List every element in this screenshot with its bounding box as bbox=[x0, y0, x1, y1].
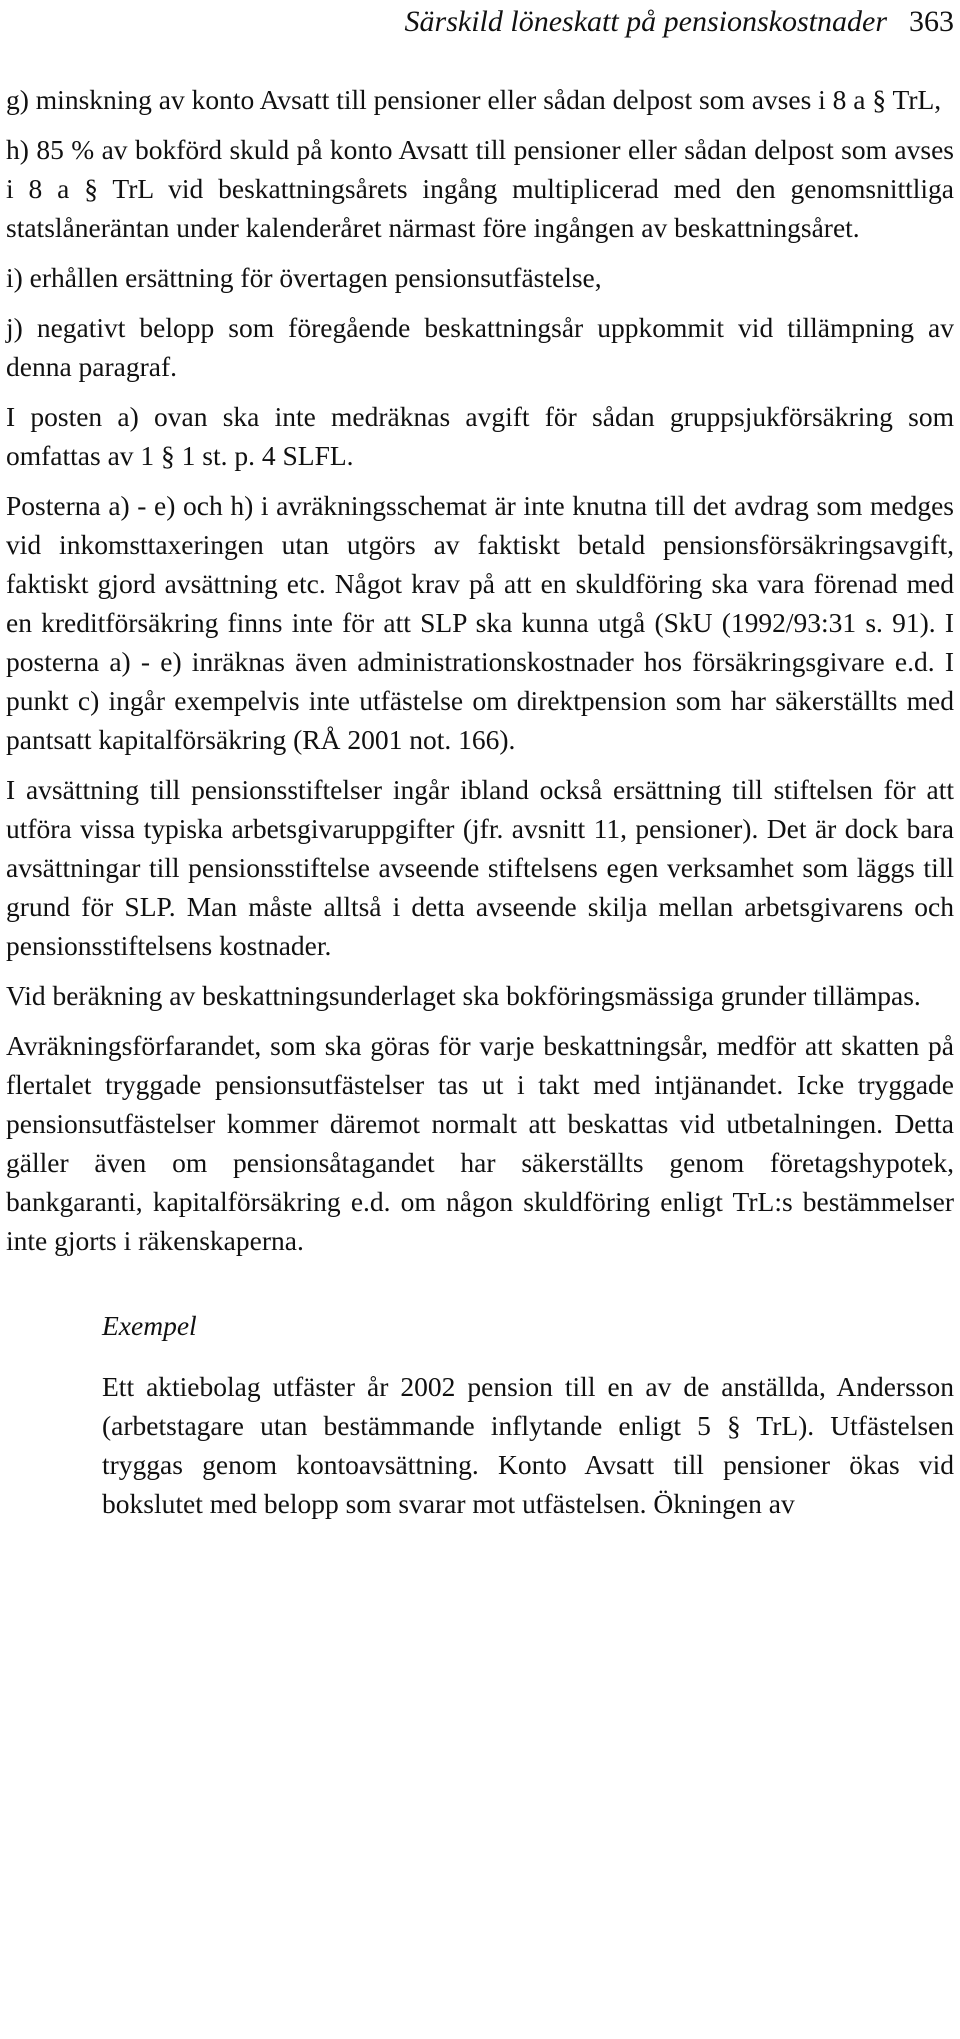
running-header bbox=[405, 2, 954, 42]
list-item-h: h) 85 % av bokförd skuld på konto Avsatt till pensioner eller sådan delpost som avses i 8 a § TrL vid beskattningsårets ingång multiplicerad med den genomsnittliga statslåneräntan under kalenderåret närmast före ingången av beskattningsåret. bbox=[6, 134, 954, 243]
running-title: Särskild löneskatt på pensionskostnader bbox=[404, 5, 887, 38]
list-item-i: i) erhållen ersättning för övertagen pensionsutfästelse, bbox=[6, 262, 602, 293]
list-item-j: j) negativt belopp som föregående beskattningsår uppkommit vid tillämpning av denna paragraf. bbox=[6, 312, 954, 382]
list-item-g: g) minskning av konto Avsatt till pensioner eller sådan delpost som avses i 8 a § TrL, bbox=[6, 84, 942, 115]
paragraph-settlement-procedure: Avräkningsförfarandet, som ska göras för varje beskattningsår, medför att skatten på flertalet tryggade pensionsutfästelser tas ut i takt med intjänandet. Icke tryggade pensionsutfästelser kommer däremot normalt att beskattas vid utbetalningen. Detta gäller även om pensionsåtagandet har säkerställts genom företagshypotek, bankgaranti, kapitalförsäkring e.d. om någon skuldföring enligt TrL:s bestämmelser inte gjorts i räkenskaperna. bbox=[6, 1030, 954, 1256]
paragraph-pension-foundations: I avsättning till pensionsstiftelser ingår ibland också ersättning till stiftelsen för att utföra vissa typiska arbetsgivaruppgifter (jfr. avsnitt 11, pensioner). Det är dock bara avsättningar till pensionsstiftelse avseende stiftelsens egen verksamhet som läggs till grund för SLP. Man måste alltså i detta avseende skilja mellan arbetsgivarens och pensionsstiftelsens kostnader. bbox=[6, 774, 954, 961]
paragraph-group-insurance: I posten a) ovan ska inte medräknas avgift för sådan gruppsjukförsäkring som omfattas av 1 § 1 st. p. 4 SLFL. bbox=[6, 401, 954, 471]
paragraph-accounting-basis: Vid beräkning av beskattningsunderlaget ska bokföringsmässiga grunder tillämpas. bbox=[6, 980, 921, 1011]
page-number: 363 bbox=[909, 5, 954, 38]
body-text bbox=[6, 80, 954, 1534]
example-text: Ett aktiebolag utfäster år 2002 pension till en av de anställda, Andersson (arbetstagare utan bestämmande inflytande enligt 5 § TrL). Utfästelsen tryggas genom kontoavsättning. Konto Avsatt till pensioner ökas vid bokslutet med belopp som svarar mot utfästelsen. Ökningen av bbox=[102, 1371, 954, 1519]
paragraph-posts: Posterna a) - e) och h) i avräkningsschemat är inte knutna till det avdrag som medges vid inkomsttaxeringen utan utgörs av faktiskt betald pensionsförsäkringsavgift, faktiskt gjord avsättning etc. Något krav på att en skuldföring ska vara förenad med en kreditförsäkring finns inte för att SLP ska kunna utgå (SkU (1992/93:31 s. 91). I posterna a) - e) inräknas även administrationskostnader hos försäkringsgivare e.d. I punkt c) ingår exempelvis inte utfästelse om direktpension som har säkerställts med pantsatt kapitalförsäkring (RÅ 2001 not. 166). bbox=[6, 490, 954, 755]
example-block bbox=[102, 1306, 954, 1523]
example-heading: Exempel bbox=[102, 1310, 197, 1341]
